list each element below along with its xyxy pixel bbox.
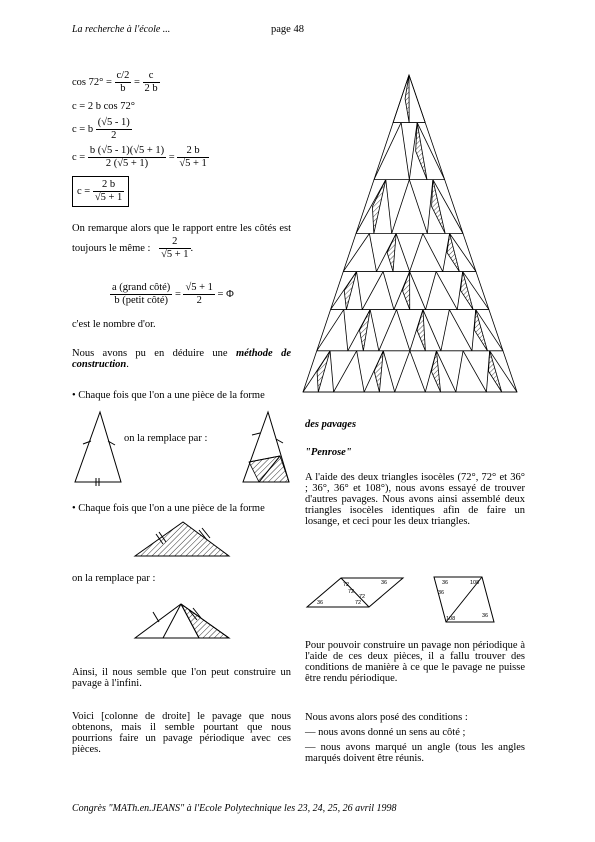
obtuse-triangle-figure [133,518,233,560]
paragraph-tiling: Voici [colonne de droite] le pavage que nous obtenons, mais il semble pourtant que nous pourrions faire un pavage périodique avec ces pièces. [72,711,291,755]
angle-label: 36 [442,580,449,586]
tile-edge [386,180,392,234]
paragraph-ratio: On remarque alors que le rapport entre les côtés est toujours le même : $\frac{2}{√5 + 1}$ . [72,223,291,260]
tile-edge [383,272,394,310]
tile-edge [383,351,394,392]
tile-edge [356,180,386,234]
tile-edge [456,351,463,392]
angle-label: 72 [359,594,366,600]
tile-edge [395,351,410,392]
footer: Congrès "MATh.en.JEANS" à l'Ecole Polytechnique les 23, 24, 25, 26 avril 1998 [72,803,397,814]
tile-edge [441,310,449,351]
tile-edge [396,234,409,272]
eq-fraction: $\frac{c}{2 b}$ [144,70,158,94]
tile-edge [409,180,427,234]
equation-cos72: cos 72° = $\frac{c/2}{b}$ = $\frac{c}{2 b}$ [72,70,158,94]
tile-edge [370,310,379,351]
angle-label: 72 [343,582,350,588]
hatched-tile [317,351,330,392]
angle-label: 36 [381,580,388,586]
obtuse-triangle-replacement-figure [133,600,233,642]
hatched-tile [417,310,425,351]
condition-2: — nous avons marqué un angle (tous les angles marqués doivent être réunis. [305,742,525,764]
eq-lhs: cos 72° = [72,76,112,88]
golden-triangle-replacement-figure [238,410,298,485]
angle-label: 36 [482,613,489,619]
tile-edge [463,351,486,392]
bullet-2: • Chaque fois que l'on a une pièce de la forme [72,503,265,514]
hatched-tile [402,272,409,310]
tile-edge [357,272,363,310]
hatched-tile [489,351,502,392]
golden-ratio-equation: $\frac{\text{a (grand côté)}}{\text{b (petit côté)}}$ = $\frac{√5 + 1}{2}$ = Φ [112,282,234,306]
paragraph-isosceles: A l'aide des deux triangles isocèles (72°, 72° et 36° ; 36°, 36° et 108°), nous avons essayé de trouver d'autres pavages. Nous avons ainsi assemblé deux triangles isocèles identiques afin de faire un losange, et ceci pour les deux triangles. [305,472,525,527]
replace-label-1: on la remplace par : [124,433,208,444]
conditions-intro: Nous avons alors posé des conditions : [305,712,468,723]
angle-label: 36 [438,590,445,596]
tile-edge [392,180,410,234]
angle-label: 72 [348,589,355,595]
hatched-tile [372,180,385,234]
tile-edge [397,310,410,351]
tile-edge [401,123,409,180]
equation-boxed-result: c = $\frac{2 b}{√5 + 1}$ [72,176,129,207]
tile-edge [334,351,357,392]
tile-edge [410,351,425,392]
penrose-triangle-tiling-figure [300,72,525,402]
tile-edge [410,272,426,310]
condition-1: — nous avons donné un sens au côté ; [305,727,466,738]
hatched-tile [474,310,487,351]
tile-edge [423,310,441,351]
angle-label: 72 [355,600,362,606]
tile-edge [369,234,376,272]
eq-fraction: $\frac{c/2}{b}$ [116,70,130,94]
hatched-tile [387,234,396,272]
tile-edge [410,234,423,272]
angle-label: 108 [470,580,480,586]
title-des-pavages: des pavages [305,419,357,430]
tile-edge [379,310,397,351]
running-header: La recherche à l'école ... [72,24,171,35]
hatched-tile [360,310,371,351]
golden-number-text: c'est le nombre d'or. [72,319,156,330]
hatched-tile [432,180,446,234]
hatched-tile [344,272,356,310]
angle-label: 108 [446,616,456,622]
tile-edge [426,272,437,310]
bullet-1: • Chaque fois que l'on a une pièce de la forme [72,390,265,401]
tile-edge [423,234,443,272]
rhombus-36-figure [432,574,498,626]
paragraph-non-periodic: Pour pouvoir construire un pavage non périodique à l'aide de ces deux pièces, il a fallu trouver des conditions de manière à ce que le pavage ne puisse être rendu périodique. [305,640,525,684]
paragraph-infinite: Ainsi, il nous semble que l'on peut construire un pavage à l'infini. [72,667,291,689]
equation-c-b-fraction: c = b $\frac{(√5 - 1)}{2}$ [72,117,130,141]
hatched-tile [405,75,409,123]
title-penrose: "Penrose" [305,447,352,458]
tile-edge [357,351,364,392]
tile-edge [409,75,425,123]
tile-edge [330,351,333,392]
rhombus-72-figure [305,574,405,610]
tile-edge [317,310,344,351]
tile-edge [449,310,472,351]
page-number: page 48 [271,24,304,35]
equation-c-2bcos: c = 2 b cos 72° [72,101,135,112]
hatched-tile [374,351,383,392]
paragraph-method: Nous avons pu en déduire une méthode de construction. [72,348,291,370]
equation-rationalized: c = $\frac{b (√5 - 1)(√5 + 1)}{2 (√5 + 1)}$ = $\frac{2 b}{√5 + 1}$ [72,145,207,169]
tile-edge [362,272,383,310]
tile-edge [374,123,401,180]
replace-label-2: on la remplace par : [72,573,156,584]
angle-label: 36 [317,600,324,606]
golden-triangle-figure [70,410,130,485]
tile-edge [436,272,457,310]
tile-edge [344,310,348,351]
tile-edge [343,234,369,272]
